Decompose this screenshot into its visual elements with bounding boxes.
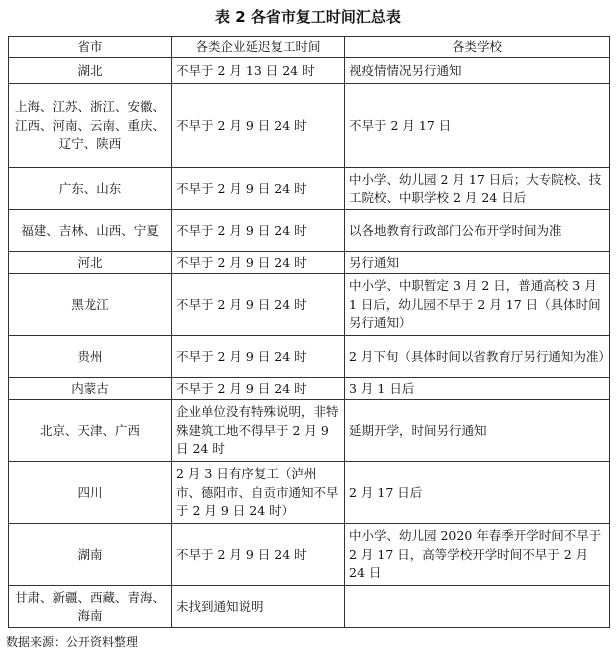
header-enterprise: 各类企业延迟复工时间	[172, 37, 345, 58]
table-row	[9, 400, 610, 462]
enterprise-cell: 不早于 2 月 9 日 24 时	[172, 274, 345, 336]
province-cell: 北京、天津、广西	[9, 400, 172, 462]
enterprise-cell: 不早于 2 月 9 日 24 时	[172, 210, 345, 252]
province-cell: 广东、山东	[9, 168, 172, 210]
table-row	[9, 336, 610, 378]
school-cell: 2 月下旬（具体时间以省教育厅另行通知为准）	[345, 336, 610, 378]
school-cell: 中小学、中职暂定 3 月 2 日，普通高校 3 月 1 日后，幼儿园不早于 2 月 17 日（具体时间另行通知）	[345, 274, 610, 336]
enterprise-cell: 不早于 2 月 9 日 24 时	[172, 336, 345, 378]
school-cell: 2 月 17 日后	[345, 462, 610, 524]
school-cell: 不早于 2 月 17 日	[345, 84, 610, 168]
province-cell: 福建、吉林、山西、宁夏	[9, 210, 172, 252]
table-title: 表 2 各省市复工时间汇总表	[215, 8, 401, 26]
table-row	[9, 378, 610, 400]
header-school: 各类学校	[345, 37, 610, 58]
table-row	[9, 84, 610, 168]
table-row	[9, 210, 610, 252]
header-province: 省市	[9, 37, 172, 58]
province-cell: 黑龙江	[9, 274, 172, 336]
table-row	[9, 58, 610, 84]
school-cell: 延期开学，时间另行通知	[345, 400, 610, 462]
enterprise-cell: 不早于 2 月 9 日 24 时	[172, 168, 345, 210]
school-cell: 中小学、幼儿园 2 月 17 日后；大专院校、技工院校、中职学校 2 月 24 日后	[345, 168, 610, 210]
enterprise-cell: 不早于 2 月 9 日 24 时	[172, 378, 345, 400]
data-source-note: 数据来源：公开资料整理	[6, 635, 139, 649]
header-row	[9, 37, 610, 58]
school-cell	[345, 586, 610, 628]
province-cell: 四川	[9, 462, 172, 524]
school-cell: 另行通知	[345, 252, 610, 274]
school-cell: 中小学、幼儿园 2020 年春季开学时间不早于 2 月 17 日，高等学校开学时间不早于 2 月 24 日	[345, 524, 610, 586]
reopening-schedule-table	[8, 36, 610, 628]
school-cell: 3 月 1 日后	[345, 378, 610, 400]
province-cell: 湖南	[9, 524, 172, 586]
table-row	[9, 586, 610, 628]
enterprise-cell: 未找到通知说明	[172, 586, 345, 628]
enterprise-cell: 不早于 2 月 9 日 24 时	[172, 84, 345, 168]
table-row	[9, 274, 610, 336]
school-cell: 视疫情情况另行通知	[345, 58, 610, 84]
province-cell: 甘肃、新疆、西藏、青海、海南	[9, 586, 172, 628]
school-cell: 以各地教育行政部门公布开学时间为准	[345, 210, 610, 252]
province-cell: 贵州	[9, 336, 172, 378]
table-row	[9, 524, 610, 586]
enterprise-cell: 2 月 3 日有序复工（泸州市、德阳市、自贡市通知不早于 2 月 9 日 24 时）	[172, 462, 345, 524]
enterprise-cell: 企业单位没有特殊说明，非特殊建筑工地不得早于 2 月 9 日 24 时	[172, 400, 345, 462]
enterprise-cell: 不早于 2 月 9 日 24 时	[172, 252, 345, 274]
province-cell: 内蒙古	[9, 378, 172, 400]
table-row	[9, 168, 610, 210]
table-row	[9, 252, 610, 274]
province-cell: 上海、江苏、浙江、安徽、江西、河南、云南、重庆、辽宁、陕西	[9, 84, 172, 168]
table-row	[9, 462, 610, 524]
province-cell: 河北	[9, 252, 172, 274]
enterprise-cell: 不早于 2 月 13 日 24 时	[172, 58, 345, 84]
enterprise-cell: 不早于 2 月 9 日 24 时	[172, 524, 345, 586]
province-cell: 湖北	[9, 58, 172, 84]
